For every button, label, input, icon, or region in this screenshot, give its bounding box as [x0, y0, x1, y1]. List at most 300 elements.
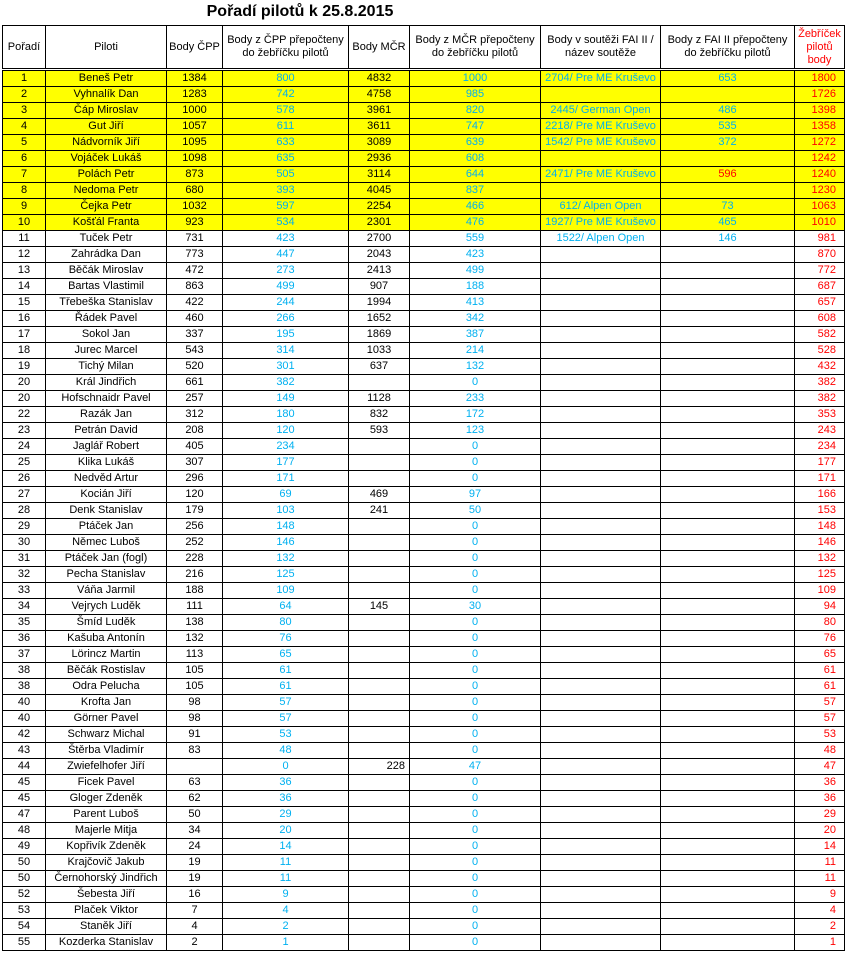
mcr-converted-cell[interactable]: 0 [410, 535, 541, 551]
total-cell[interactable]: 981 [795, 231, 845, 247]
fai-cell[interactable] [541, 599, 661, 615]
mcr-converted-cell[interactable]: 0 [410, 823, 541, 839]
table-row[interactable] [3, 791, 845, 807]
mcr-converted-cell[interactable]: 0 [410, 743, 541, 759]
mcr-converted-cell[interactable]: 0 [410, 903, 541, 919]
fai-converted-cell[interactable] [661, 519, 795, 535]
mcr-cell[interactable] [349, 711, 410, 727]
mcr-converted-cell[interactable]: 233 [410, 391, 541, 407]
pilot-cell[interactable]: Parent Luboš [46, 807, 167, 823]
cpp-cell[interactable]: 1032 [167, 199, 223, 215]
total-cell[interactable]: 382 [795, 375, 845, 391]
pilot-cell[interactable]: Čáp Miroslav [46, 103, 167, 119]
total-cell[interactable]: 20 [795, 823, 845, 839]
cpp-converted-cell[interactable]: 2 [223, 919, 349, 935]
header-cpp[interactable]: Body ČPP [167, 26, 223, 69]
table-row[interactable] [3, 311, 845, 327]
fai-cell[interactable] [541, 935, 661, 951]
pilot-cell[interactable]: Ptáček Jan (fogl) [46, 551, 167, 567]
table-row[interactable] [3, 279, 845, 295]
mcr-converted-cell[interactable]: 0 [410, 455, 541, 471]
rank-cell[interactable]: 40 [3, 695, 46, 711]
fai-converted-cell[interactable] [661, 551, 795, 567]
total-cell[interactable]: 243 [795, 423, 845, 439]
table-row[interactable] [3, 919, 845, 935]
rank-cell[interactable]: 2 [3, 87, 46, 103]
total-cell[interactable]: 153 [795, 503, 845, 519]
table-row[interactable] [3, 711, 845, 727]
fai-converted-cell[interactable] [661, 871, 795, 887]
fai-converted-cell[interactable] [661, 183, 795, 199]
total-cell[interactable]: 94 [795, 599, 845, 615]
table-row[interactable] [3, 935, 845, 951]
pilot-cell[interactable]: Jurec Marcel [46, 343, 167, 359]
fai-cell[interactable] [541, 359, 661, 375]
fai-converted-cell[interactable] [661, 807, 795, 823]
pilot-cell[interactable]: Bartas Vlastimil [46, 279, 167, 295]
rank-cell[interactable]: 38 [3, 679, 46, 695]
pilot-cell[interactable]: Denk Stanislav [46, 503, 167, 519]
fai-cell[interactable] [541, 823, 661, 839]
pilot-cell[interactable]: Košťál Franta [46, 215, 167, 231]
fai-converted-cell[interactable] [661, 759, 795, 775]
cpp-cell[interactable]: 98 [167, 695, 223, 711]
cpp-cell[interactable]: 543 [167, 343, 223, 359]
table-row[interactable] [3, 839, 845, 855]
rank-cell[interactable]: 44 [3, 759, 46, 775]
cpp-converted-cell[interactable]: 393 [223, 183, 349, 199]
table-row[interactable] [3, 359, 845, 375]
mcr-cell[interactable]: 907 [349, 279, 410, 295]
fai-cell[interactable]: 2218/ Pre ME Kruševo [541, 119, 661, 135]
table-row[interactable] [3, 519, 845, 535]
total-cell[interactable]: 76 [795, 631, 845, 647]
cpp-cell[interactable]: 228 [167, 551, 223, 567]
pilot-cell[interactable]: Vyhnalík Dan [46, 87, 167, 103]
cpp-cell[interactable]: 661 [167, 375, 223, 391]
cpp-converted-cell[interactable]: 195 [223, 327, 349, 343]
cpp-cell[interactable]: 472 [167, 263, 223, 279]
pilot-cell[interactable]: Görner Pavel [46, 711, 167, 727]
fai-converted-cell[interactable] [661, 743, 795, 759]
cpp-converted-cell[interactable]: 64 [223, 599, 349, 615]
fai-cell[interactable] [541, 471, 661, 487]
mcr-cell[interactable] [349, 727, 410, 743]
table-row[interactable] [3, 599, 845, 615]
fai-cell[interactable] [541, 87, 661, 103]
fai-cell[interactable] [541, 807, 661, 823]
fai-converted-cell[interactable]: 372 [661, 135, 795, 151]
table-row[interactable] [3, 647, 845, 663]
mcr-cell[interactable]: 593 [349, 423, 410, 439]
total-cell[interactable]: 1063 [795, 199, 845, 215]
mcr-cell[interactable]: 2043 [349, 247, 410, 263]
mcr-cell[interactable] [349, 855, 410, 871]
mcr-cell[interactable] [349, 631, 410, 647]
cpp-cell[interactable]: 422 [167, 295, 223, 311]
fai-converted-cell[interactable]: 535 [661, 119, 795, 135]
table-row[interactable] [3, 775, 845, 791]
total-cell[interactable]: 61 [795, 679, 845, 695]
total-cell[interactable]: 11 [795, 871, 845, 887]
rank-cell[interactable]: 42 [3, 727, 46, 743]
fai-converted-cell[interactable] [661, 87, 795, 103]
fai-cell[interactable] [541, 855, 661, 871]
total-cell[interactable]: 1 [795, 935, 845, 951]
fai-cell[interactable] [541, 903, 661, 919]
mcr-cell[interactable] [349, 551, 410, 567]
cpp-cell[interactable]: 256 [167, 519, 223, 535]
cpp-cell[interactable]: 296 [167, 471, 223, 487]
mcr-cell[interactable] [349, 615, 410, 631]
fai-converted-cell[interactable] [661, 311, 795, 327]
cpp-converted-cell[interactable]: 61 [223, 679, 349, 695]
fai-cell[interactable] [541, 439, 661, 455]
table-row[interactable] [3, 375, 845, 391]
mcr-converted-cell[interactable]: 0 [410, 519, 541, 535]
pilot-cell[interactable]: Majerle Mitja [46, 823, 167, 839]
fai-converted-cell[interactable] [661, 327, 795, 343]
header-rank[interactable]: Pořadí [3, 26, 46, 69]
total-cell[interactable]: 1800 [795, 71, 845, 87]
pilot-cell[interactable]: Tuček Petr [46, 231, 167, 247]
pilot-cell[interactable]: Polách Petr [46, 167, 167, 183]
pilot-cell[interactable]: Jaglář Robert [46, 439, 167, 455]
cpp-cell[interactable]: 179 [167, 503, 223, 519]
rank-cell[interactable]: 38 [3, 663, 46, 679]
fai-cell[interactable] [541, 631, 661, 647]
fai-converted-cell[interactable] [661, 471, 795, 487]
mcr-converted-cell[interactable]: 0 [410, 775, 541, 791]
table-row[interactable] [3, 103, 845, 119]
fai-converted-cell[interactable] [661, 503, 795, 519]
total-cell[interactable]: 57 [795, 695, 845, 711]
mcr-cell[interactable]: 1994 [349, 295, 410, 311]
table-row[interactable] [3, 887, 845, 903]
fai-converted-cell[interactable] [661, 375, 795, 391]
cpp-converted-cell[interactable]: 4 [223, 903, 349, 919]
rank-cell[interactable]: 40 [3, 711, 46, 727]
rank-cell[interactable]: 43 [3, 743, 46, 759]
cpp-converted-cell[interactable]: 423 [223, 231, 349, 247]
cpp-converted-cell[interactable]: 61 [223, 663, 349, 679]
fai-cell[interactable] [541, 503, 661, 519]
cpp-converted-cell[interactable]: 36 [223, 791, 349, 807]
cpp-cell[interactable]: 105 [167, 679, 223, 695]
mcr-converted-cell[interactable]: 0 [410, 711, 541, 727]
fai-converted-cell[interactable]: 596 [661, 167, 795, 183]
table-row[interactable] [3, 183, 845, 199]
cpp-converted-cell[interactable]: 800 [223, 71, 349, 87]
pilot-cell[interactable]: Pecha Stanislav [46, 567, 167, 583]
mcr-cell[interactable]: 241 [349, 503, 410, 519]
mcr-converted-cell[interactable]: 123 [410, 423, 541, 439]
mcr-converted-cell[interactable]: 97 [410, 487, 541, 503]
fai-cell[interactable] [541, 487, 661, 503]
table-row[interactable] [3, 423, 845, 439]
rank-cell[interactable]: 53 [3, 903, 46, 919]
pilot-cell[interactable]: Lörincz Martin [46, 647, 167, 663]
mcr-cell[interactable] [349, 439, 410, 455]
total-cell[interactable]: 80 [795, 615, 845, 631]
mcr-cell[interactable] [349, 919, 410, 935]
rank-cell[interactable]: 20 [3, 391, 46, 407]
fai-cell[interactable]: 2445/ German Open [541, 103, 661, 119]
pilot-cell[interactable]: Kocián Jiří [46, 487, 167, 503]
fai-converted-cell[interactable] [661, 647, 795, 663]
cpp-cell[interactable]: 863 [167, 279, 223, 295]
rank-cell[interactable]: 29 [3, 519, 46, 535]
total-cell[interactable]: 432 [795, 359, 845, 375]
fai-cell[interactable] [541, 871, 661, 887]
cpp-cell[interactable]: 312 [167, 407, 223, 423]
cpp-converted-cell[interactable]: 69 [223, 487, 349, 503]
cpp-converted-cell[interactable]: 80 [223, 615, 349, 631]
pilot-cell[interactable]: Gloger Zdeněk [46, 791, 167, 807]
mcr-converted-cell[interactable]: 0 [410, 647, 541, 663]
fai-converted-cell[interactable] [661, 919, 795, 935]
table-row[interactable] [3, 327, 845, 343]
cpp-converted-cell[interactable]: 382 [223, 375, 349, 391]
mcr-converted-cell[interactable]: 172 [410, 407, 541, 423]
header-fai-converted[interactable]: Body z FAI II přepočteny do žebříčku pilotů [661, 26, 795, 69]
mcr-converted-cell[interactable]: 837 [410, 183, 541, 199]
mcr-converted-cell[interactable]: 47 [410, 759, 541, 775]
mcr-cell[interactable] [349, 535, 410, 551]
mcr-converted-cell[interactable]: 985 [410, 87, 541, 103]
mcr-converted-cell[interactable]: 0 [410, 887, 541, 903]
fai-cell[interactable] [541, 791, 661, 807]
fai-converted-cell[interactable] [661, 695, 795, 711]
header-mcr-converted[interactable]: Body z MČR přepočteny do žebříčku pilotů [410, 26, 541, 69]
cpp-converted-cell[interactable]: 0 [223, 759, 349, 775]
pilot-cell[interactable]: Krofta Jan [46, 695, 167, 711]
total-cell[interactable]: 166 [795, 487, 845, 503]
mcr-cell[interactable]: 2301 [349, 215, 410, 231]
rank-cell[interactable]: 8 [3, 183, 46, 199]
cpp-cell[interactable]: 1098 [167, 151, 223, 167]
pilot-cell[interactable]: Kašuba Antonín [46, 631, 167, 647]
cpp-converted-cell[interactable]: 633 [223, 135, 349, 151]
total-cell[interactable]: 47 [795, 759, 845, 775]
mcr-converted-cell[interactable]: 0 [410, 919, 541, 935]
total-cell[interactable]: 2 [795, 919, 845, 935]
mcr-converted-cell[interactable]: 1000 [410, 71, 541, 87]
cpp-converted-cell[interactable]: 578 [223, 103, 349, 119]
pilot-cell[interactable]: Staněk Jiří [46, 919, 167, 935]
mcr-converted-cell[interactable]: 0 [410, 855, 541, 871]
pilot-cell[interactable]: Černohorský Jindřich [46, 871, 167, 887]
cpp-converted-cell[interactable]: 180 [223, 407, 349, 423]
cpp-cell[interactable]: 188 [167, 583, 223, 599]
cpp-converted-cell[interactable]: 177 [223, 455, 349, 471]
pilot-cell[interactable]: Gut Jiří [46, 119, 167, 135]
fai-converted-cell[interactable] [661, 887, 795, 903]
mcr-converted-cell[interactable]: 0 [410, 839, 541, 855]
cpp-converted-cell[interactable]: 301 [223, 359, 349, 375]
mcr-cell[interactable] [349, 743, 410, 759]
total-cell[interactable]: 36 [795, 791, 845, 807]
pilot-cell[interactable]: Šebesta Jiří [46, 887, 167, 903]
rank-cell[interactable]: 26 [3, 471, 46, 487]
fai-cell[interactable] [541, 535, 661, 551]
table-row[interactable] [3, 535, 845, 551]
mcr-cell[interactable] [349, 791, 410, 807]
fai-converted-cell[interactable] [661, 711, 795, 727]
cpp-converted-cell[interactable]: 109 [223, 583, 349, 599]
fai-converted-cell[interactable] [661, 343, 795, 359]
rank-cell[interactable]: 47 [3, 807, 46, 823]
cpp-converted-cell[interactable]: 266 [223, 311, 349, 327]
fai-cell[interactable]: 2471/ Pre ME Kruševo [541, 167, 661, 183]
cpp-cell[interactable]: 50 [167, 807, 223, 823]
mcr-cell[interactable]: 4832 [349, 71, 410, 87]
mcr-converted-cell[interactable]: 0 [410, 791, 541, 807]
fai-cell[interactable] [541, 551, 661, 567]
fai-converted-cell[interactable] [661, 727, 795, 743]
cpp-converted-cell[interactable]: 132 [223, 551, 349, 567]
rank-cell[interactable]: 49 [3, 839, 46, 855]
mcr-converted-cell[interactable]: 423 [410, 247, 541, 263]
mcr-cell[interactable]: 1869 [349, 327, 410, 343]
cpp-converted-cell[interactable]: 57 [223, 695, 349, 711]
rank-cell[interactable]: 17 [3, 327, 46, 343]
rank-cell[interactable]: 18 [3, 343, 46, 359]
mcr-converted-cell[interactable]: 639 [410, 135, 541, 151]
cpp-converted-cell[interactable]: 635 [223, 151, 349, 167]
fai-cell[interactable] [541, 775, 661, 791]
fai-cell[interactable] [541, 247, 661, 263]
fai-converted-cell[interactable] [661, 487, 795, 503]
rank-cell[interactable]: 24 [3, 439, 46, 455]
rank-cell[interactable]: 34 [3, 599, 46, 615]
cpp-cell[interactable]: 16 [167, 887, 223, 903]
rank-cell[interactable]: 5 [3, 135, 46, 151]
rank-cell[interactable]: 37 [3, 647, 46, 663]
table-row[interactable] [3, 551, 845, 567]
table-row[interactable] [3, 343, 845, 359]
table-row[interactable] [3, 167, 845, 183]
cpp-cell[interactable]: 4 [167, 919, 223, 935]
cpp-converted-cell[interactable]: 14 [223, 839, 349, 855]
cpp-cell[interactable]: 208 [167, 423, 223, 439]
fai-cell[interactable] [541, 567, 661, 583]
fai-cell[interactable] [541, 151, 661, 167]
pilot-cell[interactable]: Ficek Pavel [46, 775, 167, 791]
cpp-converted-cell[interactable]: 499 [223, 279, 349, 295]
table-row[interactable] [3, 199, 845, 215]
rank-cell[interactable]: 20 [3, 375, 46, 391]
cpp-cell[interactable]: 520 [167, 359, 223, 375]
mcr-converted-cell[interactable]: 132 [410, 359, 541, 375]
pilot-cell[interactable]: Kozderka Stanislav [46, 935, 167, 951]
cpp-converted-cell[interactable]: 597 [223, 199, 349, 215]
pilot-cell[interactable]: Plaček Viktor [46, 903, 167, 919]
cpp-converted-cell[interactable]: 1 [223, 935, 349, 951]
cpp-converted-cell[interactable]: 48 [223, 743, 349, 759]
fai-converted-cell[interactable] [661, 615, 795, 631]
mcr-converted-cell[interactable]: 476 [410, 215, 541, 231]
mcr-cell[interactable] [349, 903, 410, 919]
cpp-converted-cell[interactable]: 505 [223, 167, 349, 183]
cpp-converted-cell[interactable]: 234 [223, 439, 349, 455]
total-cell[interactable]: 772 [795, 263, 845, 279]
mcr-converted-cell[interactable]: 0 [410, 375, 541, 391]
rank-cell[interactable]: 15 [3, 295, 46, 311]
table-row[interactable] [3, 439, 845, 455]
pilot-cell[interactable]: Nádvorník Jiří [46, 135, 167, 151]
cpp-converted-cell[interactable]: 120 [223, 423, 349, 439]
rank-cell[interactable]: 14 [3, 279, 46, 295]
table-row[interactable] [3, 807, 845, 823]
fai-converted-cell[interactable] [661, 359, 795, 375]
cpp-cell[interactable]: 773 [167, 247, 223, 263]
cpp-cell[interactable]: 113 [167, 647, 223, 663]
fai-converted-cell[interactable] [661, 391, 795, 407]
cpp-cell[interactable]: 132 [167, 631, 223, 647]
table-row[interactable] [3, 151, 845, 167]
fai-converted-cell[interactable] [661, 567, 795, 583]
cpp-cell[interactable]: 731 [167, 231, 223, 247]
table-row[interactable] [3, 247, 845, 263]
fai-cell[interactable] [541, 647, 661, 663]
cpp-converted-cell[interactable]: 148 [223, 519, 349, 535]
pilot-cell[interactable]: Šmíd Luděk [46, 615, 167, 631]
fai-cell[interactable] [541, 743, 661, 759]
fai-cell[interactable] [541, 711, 661, 727]
fai-converted-cell[interactable] [661, 247, 795, 263]
cpp-cell[interactable]: 1000 [167, 103, 223, 119]
table-row[interactable] [3, 855, 845, 871]
cpp-cell[interactable]: 1384 [167, 71, 223, 87]
rank-cell[interactable]: 1 [3, 71, 46, 87]
cpp-cell[interactable]: 19 [167, 871, 223, 887]
fai-cell[interactable] [541, 455, 661, 471]
mcr-converted-cell[interactable]: 747 [410, 119, 541, 135]
mcr-converted-cell[interactable]: 0 [410, 471, 541, 487]
mcr-converted-cell[interactable]: 559 [410, 231, 541, 247]
fai-converted-cell[interactable] [661, 583, 795, 599]
header-cpp-converted[interactable]: Body z ČPP přepočteny do žebříčku pilotů [223, 26, 349, 69]
rank-cell[interactable]: 25 [3, 455, 46, 471]
fai-converted-cell[interactable] [661, 679, 795, 695]
total-cell[interactable]: 148 [795, 519, 845, 535]
table-row[interactable] [3, 679, 845, 695]
mcr-cell[interactable]: 2700 [349, 231, 410, 247]
rank-cell[interactable]: 13 [3, 263, 46, 279]
cpp-cell[interactable]: 120 [167, 487, 223, 503]
mcr-cell[interactable]: 2413 [349, 263, 410, 279]
mcr-converted-cell[interactable]: 30 [410, 599, 541, 615]
fai-cell[interactable] [541, 519, 661, 535]
cpp-converted-cell[interactable]: 149 [223, 391, 349, 407]
rank-cell[interactable]: 11 [3, 231, 46, 247]
table-row[interactable] [3, 87, 845, 103]
table-row[interactable] [3, 743, 845, 759]
mcr-converted-cell[interactable]: 0 [410, 935, 541, 951]
table-row[interactable] [3, 663, 845, 679]
mcr-converted-cell[interactable]: 820 [410, 103, 541, 119]
cpp-converted-cell[interactable]: 611 [223, 119, 349, 135]
pilot-cell[interactable]: Krajčovič Jakub [46, 855, 167, 871]
total-cell[interactable]: 171 [795, 471, 845, 487]
mcr-converted-cell[interactable]: 0 [410, 567, 541, 583]
cpp-converted-cell[interactable]: 36 [223, 775, 349, 791]
pilot-cell[interactable]: Němec Luboš [46, 535, 167, 551]
fai-cell[interactable] [541, 679, 661, 695]
pilot-cell[interactable]: Štěrba Vladimír [46, 743, 167, 759]
rank-cell[interactable]: 35 [3, 615, 46, 631]
